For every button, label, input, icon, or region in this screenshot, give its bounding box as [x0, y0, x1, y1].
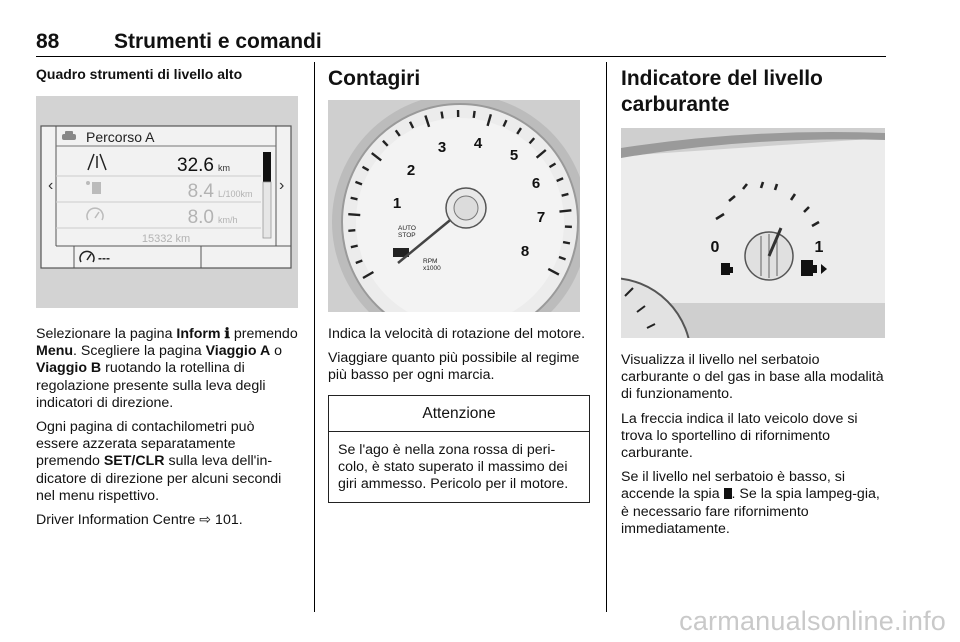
display-title: Percorso A — [86, 129, 155, 145]
paragraph-reference: Driver Information Centre ⇨ 101. — [36, 512, 243, 529]
paragraph-description: Indica la velocità di rotazione del motore. — [328, 326, 586, 342]
tach-tick — [348, 214, 360, 215]
scroll-indicator — [263, 152, 271, 182]
column-divider — [314, 62, 315, 612]
column-tachometer — [328, 62, 590, 503]
odometer: 15332 km — [141, 233, 191, 245]
tach-tick — [351, 246, 358, 248]
watermark: carmanualsonline.info — [679, 606, 946, 636]
fuel-min-label: 0 — [710, 239, 720, 256]
warning-box — [328, 395, 590, 504]
paragraph-arrow: La freccia indica il lato veicolo dove si trova lo sportellino di rifornimento carburante. — [621, 410, 858, 462]
rpm-multiplier-label: x1000 — [423, 265, 441, 272]
row3-unit: km/h — [218, 215, 238, 225]
auto-stop-label-1: AUTO — [398, 225, 416, 232]
subheading: Quadro strumenti di livello alto — [36, 66, 243, 82]
auto-stop-label-2: STOP — [398, 232, 416, 239]
tach-tick — [562, 194, 569, 196]
tachometer-figure — [328, 100, 580, 312]
tach-label-5: 5 — [509, 147, 519, 164]
bottom-value: --- — [98, 251, 110, 265]
rpm-label: RPM — [423, 258, 438, 265]
warning-title: Attenzione — [329, 396, 589, 432]
tach-tick — [563, 242, 570, 243]
fuel-max-label: 1 — [814, 239, 824, 256]
fuel-warning-icon — [724, 488, 732, 499]
row1-value: 32.6 — [177, 155, 214, 176]
paragraph-advice: Viaggiare quanto più possibile al regime più basso per ogni marcia. — [328, 350, 580, 384]
display-illustration — [36, 96, 298, 308]
tach-label-2: 2 — [406, 162, 416, 179]
warning-body: Se l'ago è nella zona rossa di peri-colo, è stato superato il massimo dei giri ammesso. Pericolo per il motore. — [338, 441, 569, 493]
row1-unit: km — [218, 163, 230, 173]
display-arrow-left: ‹ — [48, 177, 54, 194]
tach-label-6: 6 — [531, 175, 541, 192]
display-arrow-right: › — [279, 177, 285, 194]
page-number: 88 — [36, 30, 60, 53]
column-fuel-gauge — [621, 62, 889, 545]
row2-unit: L/100km — [218, 189, 253, 199]
page-header — [36, 30, 886, 57]
instrument-display-figure — [36, 96, 298, 308]
section-heading: Contagiri — [328, 67, 421, 90]
paragraph-low-fuel: Se il livello nel serbatoio è basso, si accende la spia . Se la spia lampeg-gia, è necessario fare rifornimento immediatamente. — [621, 469, 880, 537]
tach-tick — [351, 198, 358, 200]
page-reference-link[interactable]: ⇨ 101. — [199, 512, 243, 529]
column-driver-info — [36, 62, 300, 536]
row2-value: 8.4 — [187, 181, 214, 202]
tach-tick — [442, 112, 443, 119]
paragraph-description: Visualizza il livello nel serbatoio carburante o del gas in base alla modalità di funzionamento. — [621, 352, 884, 403]
section-heading: Indicatore del livello carburante — [621, 67, 823, 116]
fuel-gauge-illustration — [621, 128, 885, 338]
paragraph-select-page: Selezionare la pagina Inform ℹ premendo Menu. Scegliere la pagina Viaggio A o Viaggio B ruotando la rotellina di regolazione presente sulla leva degli indicatori di direzione. — [36, 326, 298, 411]
tach-tick — [559, 210, 571, 211]
tach-label-1: 1 — [392, 195, 402, 212]
column-divider — [606, 62, 607, 612]
fuel-gauge-figure — [621, 128, 885, 338]
section-title: Strumenti e comandi — [114, 30, 322, 53]
tach-label-3: 3 — [437, 139, 447, 156]
row3-value: 8.0 — [187, 207, 214, 228]
tachometer-illustration — [328, 100, 580, 312]
tach-label-8: 8 — [520, 243, 530, 260]
tach-tick — [474, 111, 475, 118]
tach-label-4: 4 — [473, 135, 483, 152]
tach-tick — [348, 230, 355, 231]
tach-label-7: 7 — [536, 209, 546, 226]
paragraph-reset: Ogni pagina di contachilometri può essere azzerata separatamente premendo SET/CLR sulla leva dell'in-dicatore di direzione per alcuni secondi nel menu rispettivo. — [36, 419, 282, 504]
